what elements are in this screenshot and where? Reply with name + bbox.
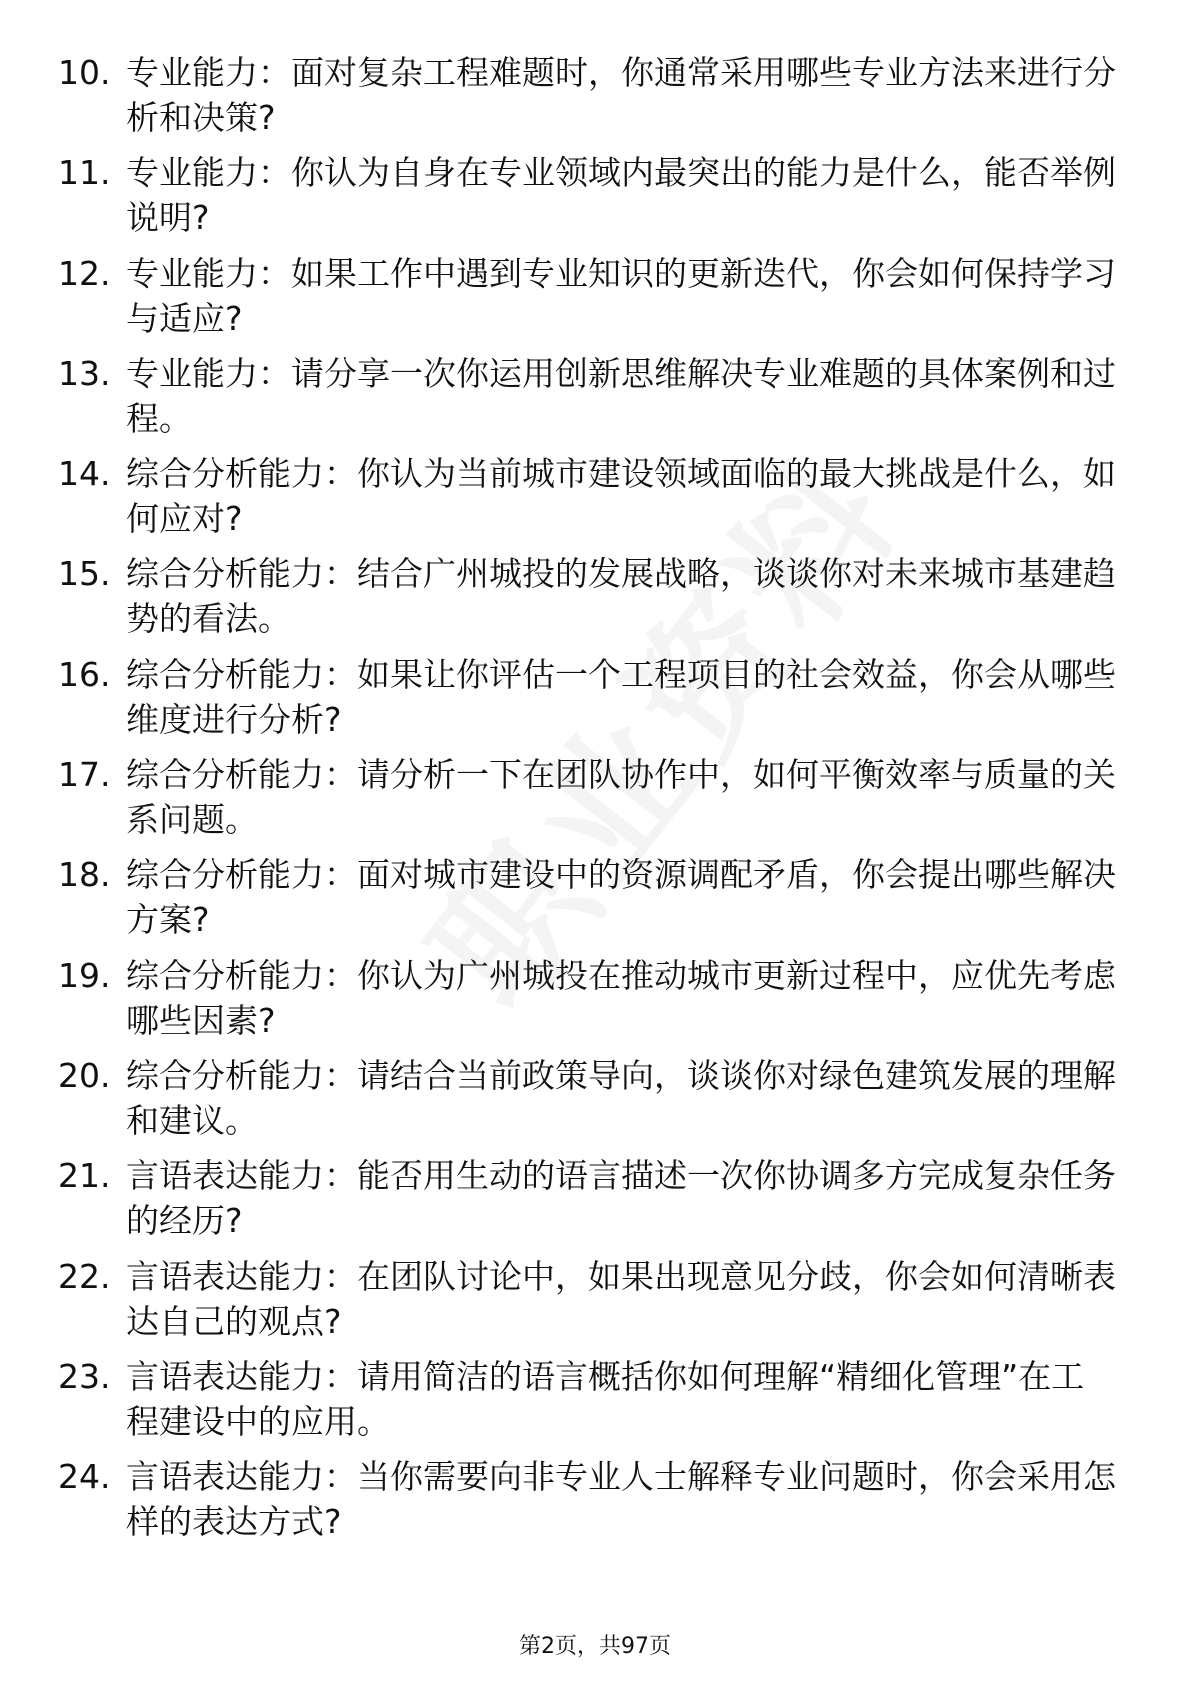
question-text: 综合分析能力：你认为当前城市建设领域面临的最大挑战是什么，如何应对? [126,454,1116,539]
question-number: 24. [58,1457,111,1497]
question-item [0,551,1190,641]
question-item [0,1354,1190,1444]
question-item [0,50,1190,140]
question-text: 言语表达能力：当你需要向非专业人士解释专业问题时，你会采用怎样的表达方式? [126,1457,1116,1542]
question-text: 综合分析能力：结合广州城投的发展战略，谈谈你对未来城市基建趋势的看法。 [126,554,1116,639]
question-number: 16. [58,654,111,694]
question-item [0,351,1190,441]
question-item [0,652,1190,742]
question-item [0,1454,1190,1544]
page-footer: 第2页，共97页 [519,1634,671,1659]
question-text: 言语表达能力：请用简洁的语言概括你如何理解“精细化管理”在工程建设中的应用。 [126,1356,1085,1441]
question-number: 23. [58,1356,111,1396]
question-number: 10. [58,53,111,92]
question-text: 综合分析能力：请分析一下在团队协作中，如何平衡效率与质量的关系问题。 [126,755,1116,840]
question-number: 14. [58,454,111,494]
question-text: 综合分析能力：面对城市建设中的资源调配矛盾，你会提出哪些解决方案? [126,855,1116,940]
question-item [0,953,1190,1043]
question-number: 21. [58,1156,111,1196]
question-number: 15. [58,554,111,594]
question-item [0,1053,1190,1143]
question-text: 专业能力：面对复杂工程难题时，你通常采用哪些专业方法来进行分析和决策? [126,53,1116,137]
question-number: 12. [58,253,111,293]
question-text: 综合分析能力：请结合当前政策导向，谈谈你对绿色建筑发展的理解和建议。 [126,1055,1116,1140]
question-number: 20. [58,1055,111,1095]
question-number: 13. [58,353,111,393]
question-text: 专业能力：请分享一次你运用创新思维解决专业难题的具体案例和过程。 [126,353,1116,438]
question-text: 专业能力：你认为自身在专业领域内最突出的能力是什么，能否举例说明? [126,153,1116,238]
question-item [0,1153,1190,1243]
question-item [0,852,1190,942]
question-list [0,50,1190,1554]
question-item [0,752,1190,842]
question-number: 19. [58,955,111,995]
question-number: 11. [58,153,111,193]
question-number: 22. [58,1256,111,1296]
question-number: 18. [58,855,111,895]
question-number: 17. [58,755,111,795]
question-text: 综合分析能力：如果让你评估一个工程项目的社会效益，你会从哪些维度进行分析? [126,654,1116,739]
question-text: 综合分析能力：你认为广州城投在推动城市更新过程中，应优先考虑哪些因素? [126,955,1116,1040]
question-item [0,251,1190,341]
question-text: 专业能力：如果工作中遇到专业知识的更新迭代，你会如何保持学习与适应? [126,253,1116,338]
question-text: 言语表达能力：能否用生动的语言描述一次你协调多方完成复杂任务的经历? [126,1156,1116,1241]
question-text: 言语表达能力：在团队讨论中，如果出现意见分歧，你会如何清晰表达自己的观点? [126,1256,1116,1341]
question-item [0,150,1190,240]
question-item [0,451,1190,541]
question-item [0,1254,1190,1344]
